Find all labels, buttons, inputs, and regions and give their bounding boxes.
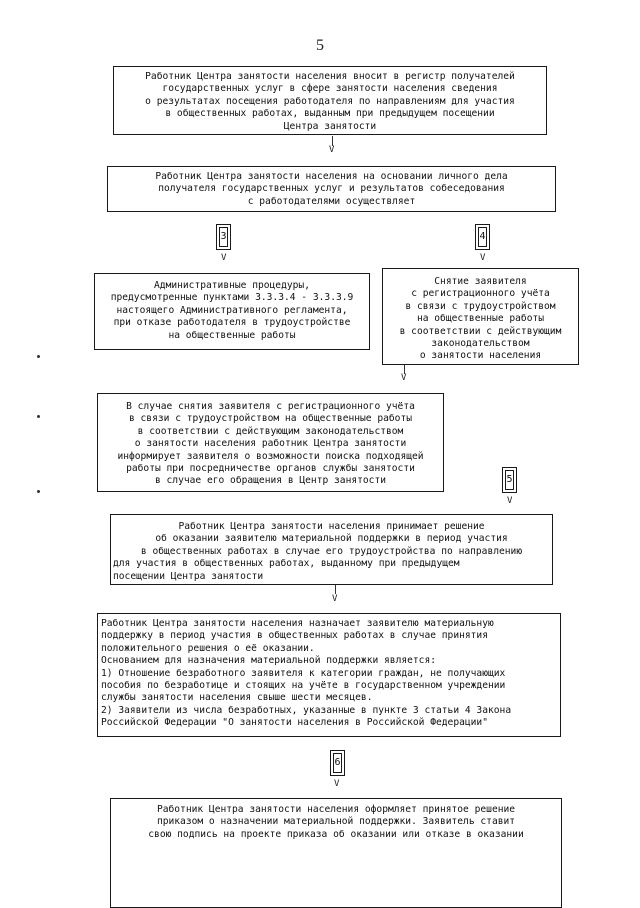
box-line: в общественных работах, выданным при предыдущем посещении — [165, 108, 495, 120]
box-line: в случае его обращения в Центр занятости — [154, 475, 387, 487]
box-line: Административные процедуры, — [154, 280, 310, 291]
box-line: о занятости населения работник Центра занятости — [134, 438, 407, 450]
step-box-based-on-file — [107, 166, 556, 212]
box-line: Работник Центра занятости населения вносит в регистр получателей — [145, 71, 515, 82]
box-line: Работник Центра занятости населения на основании личного дела — [155, 171, 508, 182]
box-line: с регистрационного учёта — [411, 288, 550, 300]
box-line: в общественных работах в случае его трудоустройства по направлению — [140, 545, 523, 557]
step-box-order-issued — [110, 798, 562, 908]
box-line: Работник Центра занятости населения принимает решение — [178, 521, 485, 532]
box-line: при отказе работодателя в трудоустройстве — [113, 317, 351, 329]
marker-6 — [330, 750, 345, 776]
box-line: об оказании заявителю материальной поддержки в период участия — [155, 533, 508, 545]
step-box-decision-support — [110, 514, 553, 585]
box-line: законодательством — [431, 338, 530, 350]
box-line: предусмотренные пунктами 3.3.3.4 - 3.3.3.9 — [110, 292, 354, 304]
arrow-down-icon: V — [401, 373, 407, 383]
step-box-register-results — [113, 66, 547, 135]
box-line: настоящего Административного регламента, — [116, 304, 348, 316]
box-line: для участия в общественных работах, выданному при предыдущем — [113, 558, 460, 570]
marker-label: 4 — [478, 227, 487, 247]
step-box-admin-procedures — [94, 273, 370, 350]
box-line: в соответствии с действующим — [399, 325, 562, 337]
step-box-deregistration — [382, 268, 579, 365]
box-line: приказом о назначении материальной поддержки. Заявитель ставит — [156, 816, 516, 828]
arrow-down-icon: V — [480, 253, 486, 263]
marker-5 — [502, 467, 517, 493]
arrow-down-icon: V — [507, 496, 513, 506]
box-line: 1) Отношение безработного заявителя к категории граждан, не получающих — [101, 667, 506, 679]
arrow-down-icon: V — [221, 253, 227, 263]
box-line: положительного решения о её оказании. — [101, 642, 315, 654]
box-line: на общественные работы — [168, 329, 296, 341]
box-line: 2) Заявители из числа безработных, указанные в пункте 3 статьи 4 Закона — [101, 704, 512, 716]
arrow-down-icon: V — [334, 779, 340, 789]
box-line: Основанием для назначения материальной поддержки является: — [101, 655, 437, 667]
box-line: службы занятости населения свыше шести месяцев. — [101, 692, 373, 704]
box-line: получателя государственных услуг и результатов собеседования — [158, 183, 505, 195]
box-line: работы при посредничестве органов службы занятости — [126, 463, 415, 475]
scan-mark — [37, 415, 40, 418]
box-line: на общественные работы — [416, 313, 545, 325]
box-line: Российской Федерации "О занятости населения в Российской Федерации" — [101, 717, 488, 729]
box-line: о результатах посещения работодателя по направлениям для участия — [145, 95, 515, 107]
box-line: В случае снятия заявителя с регистрационного учёта — [126, 401, 415, 412]
box-line: поддержку в период участия в общественных работах в случае принятия — [101, 630, 488, 642]
box-line: в связи с трудоустройством — [405, 300, 556, 312]
box-line: пособия по безработице и стоящих на учёте в государственном учреждении — [101, 680, 506, 692]
scan-mark — [37, 355, 40, 358]
box-line: государственных услуг в сфере занятости населения сведения — [162, 83, 498, 95]
box-line: в связи с трудоустройством на общественные работы — [128, 413, 413, 425]
step-box-inform-applicant — [97, 393, 444, 492]
box-line: Центра занятости — [283, 120, 377, 132]
box-line: Работник Центра занятости населения назначает заявителю материальную — [101, 618, 494, 629]
box-line: посещении Центра занятости — [113, 570, 264, 582]
box-line: свою подпись на проекте приказа об оказании или отказе в оказании — [148, 828, 524, 840]
scan-mark — [37, 490, 40, 493]
box-line: о занятости населения — [419, 350, 542, 362]
marker-label: 5 — [505, 470, 514, 490]
box-line: Снятие заявителя — [434, 276, 527, 287]
arrow-down-icon: V — [329, 145, 335, 155]
box-line: Работник Центра занятости населения оформляет принятое решение — [156, 804, 516, 815]
box-line: в соответствии с действующим законодательством — [137, 425, 404, 437]
marker-3 — [216, 224, 231, 250]
marker-label: 3 — [219, 227, 228, 247]
step-box-assign-support — [97, 613, 561, 737]
box-line: информирует заявителя о возможности поиска подходящей — [117, 450, 424, 462]
marker-4 — [475, 224, 490, 250]
box-line: с работодателями осуществляет — [247, 195, 416, 207]
page-number: 5 — [316, 37, 324, 54]
arrow-down-icon: V — [332, 594, 338, 604]
connector-line — [335, 585, 336, 594]
marker-label: 6 — [333, 753, 342, 773]
